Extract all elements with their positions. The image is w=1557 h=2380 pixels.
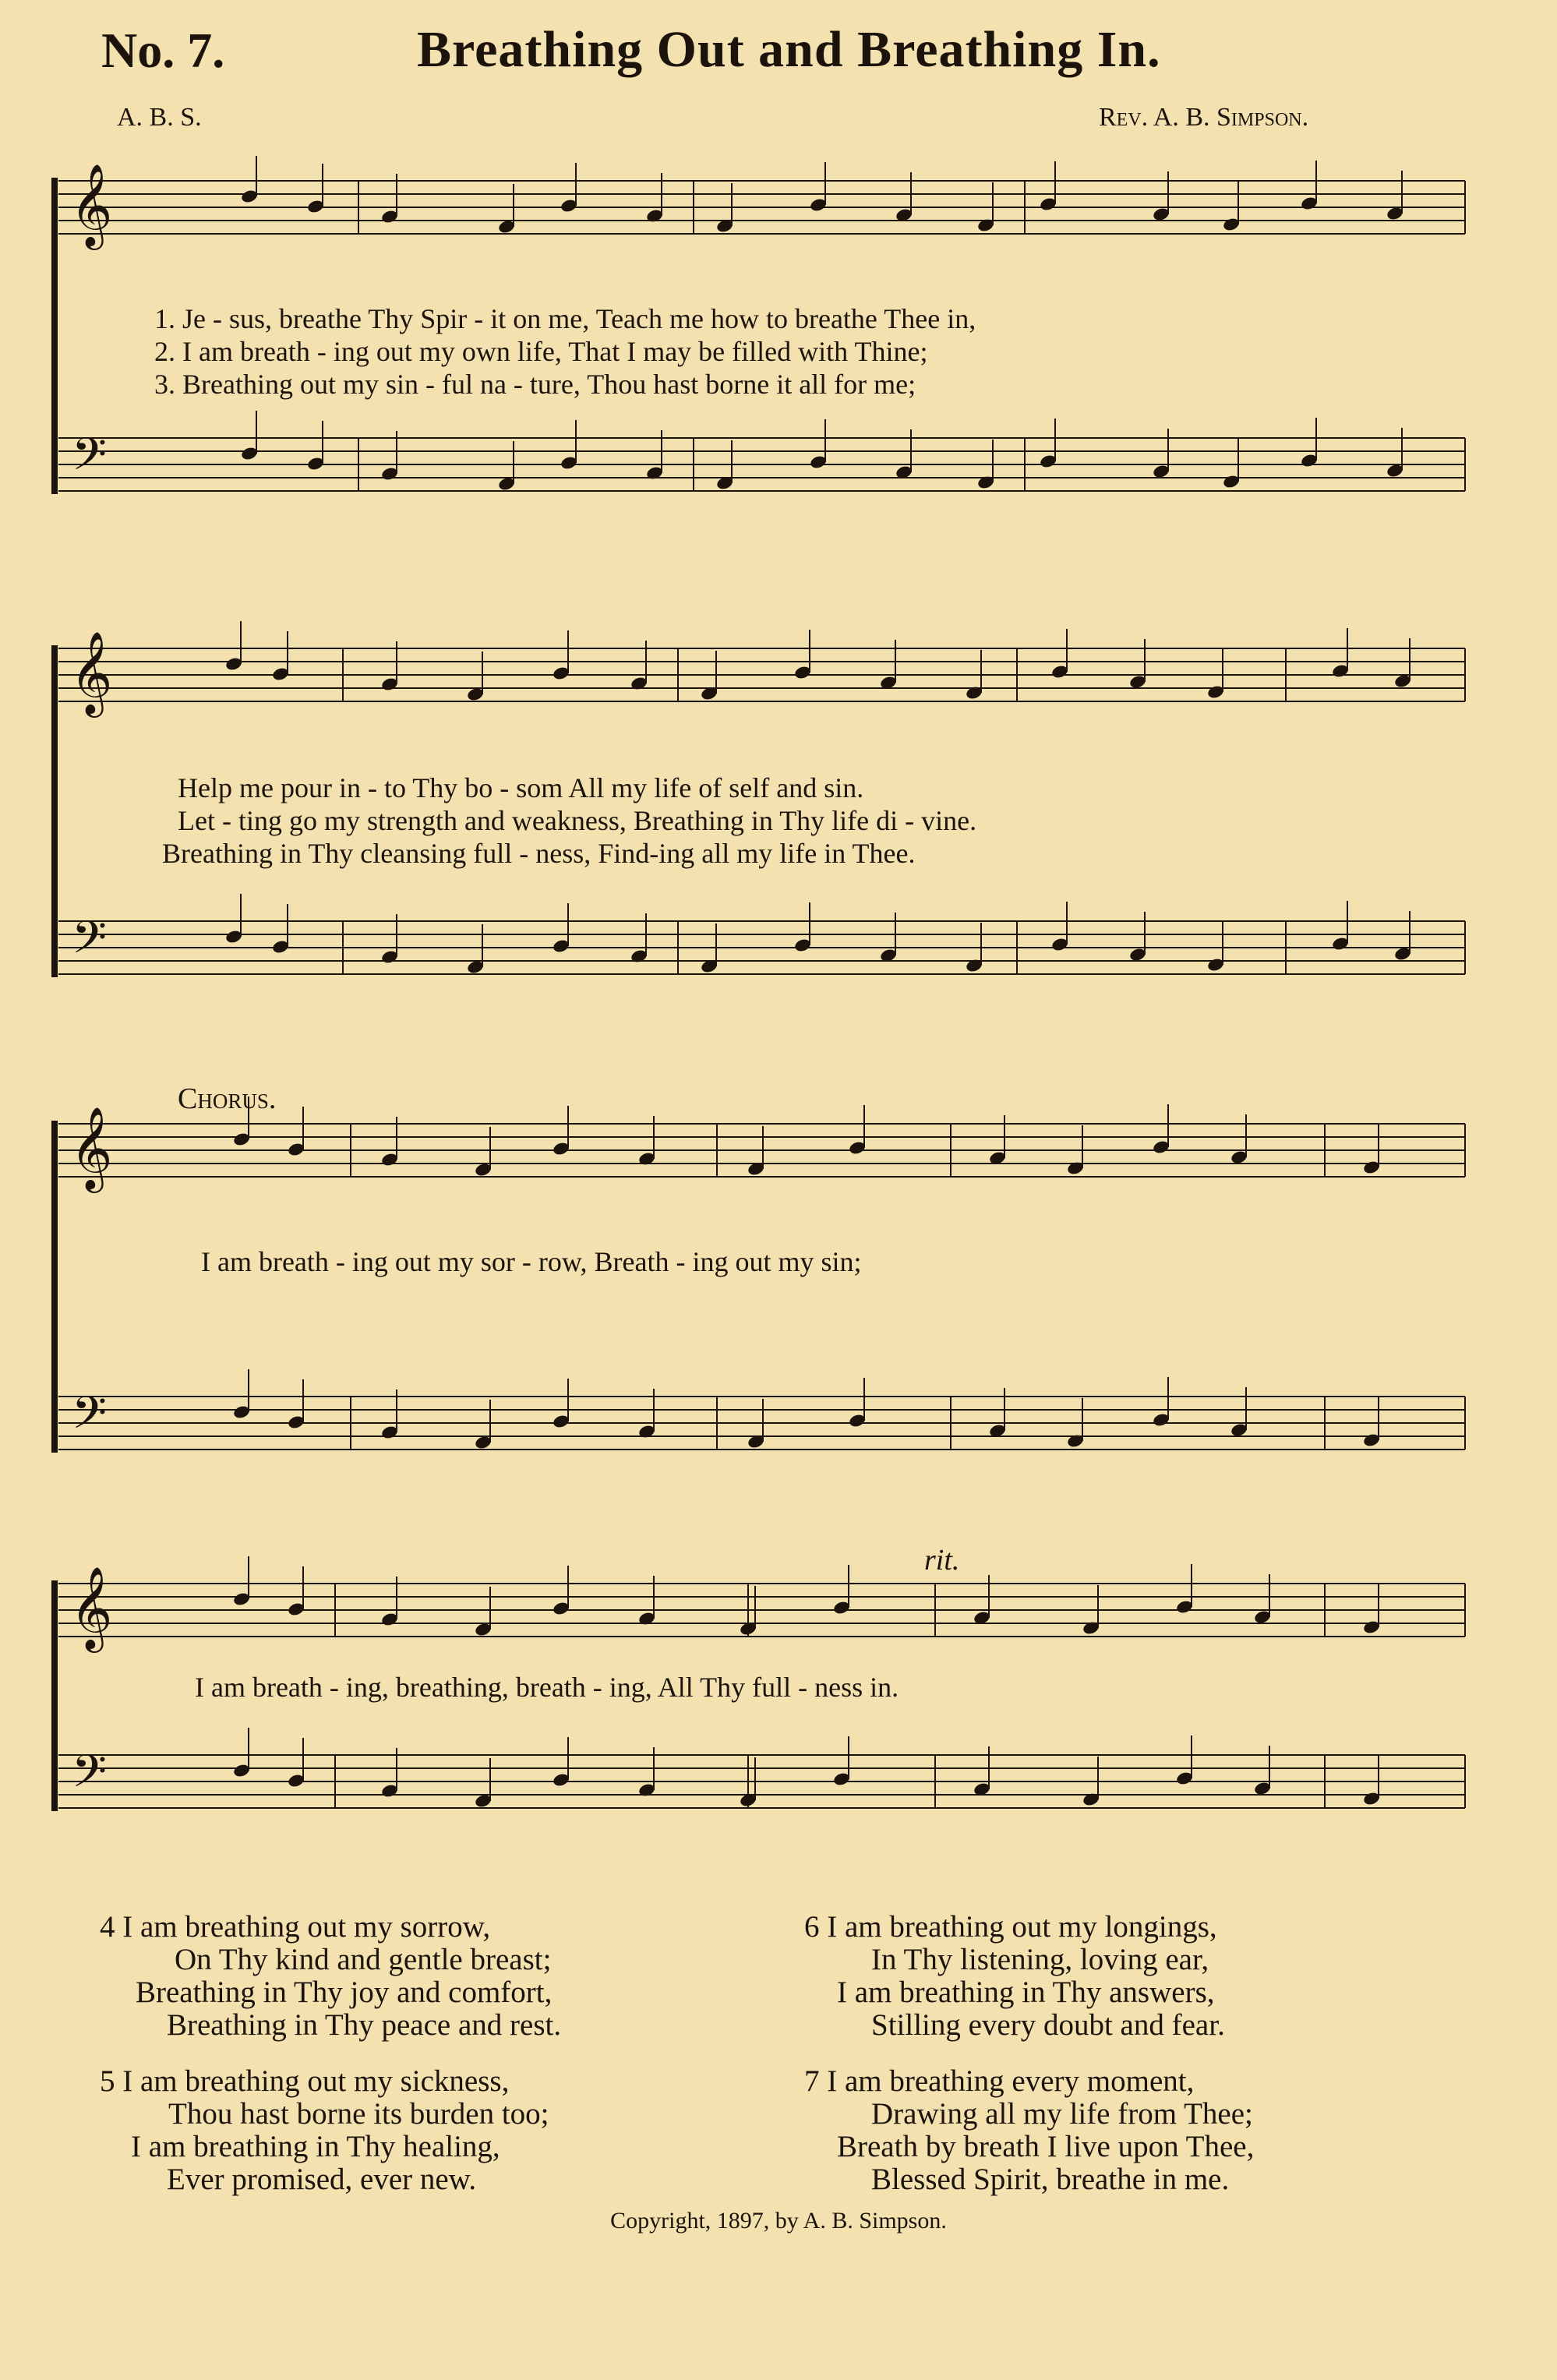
additional-verses-left <box>100 1911 561 2196</box>
bass-clef: 𝄢 <box>72 1745 108 1809</box>
ritardando-marking: rit. <box>924 1544 960 1577</box>
verse-6: 6 I am breathing out my longings, In Thy listening, loving ear, I am breathing in Thy answers, Stilling every doubt and fear. <box>804 1910 1225 2042</box>
music-system-3 <box>0 1091 1557 1481</box>
chorus-label: Chorus. <box>178 1082 277 1115</box>
hymn-title: Breathing Out and Breathing In. <box>417 21 1161 78</box>
bass-staff <box>58 1755 1465 1808</box>
verse-3-lyric-line: 3. Breathing out my sin - ful na - ture, Thou hast borne it all for me; <box>154 369 916 400</box>
chorus-lyric-line-1: I am breath - ing out my sor - row, Breath - ing out my sin; <box>201 1246 862 1277</box>
composer-credit: Rev. A. B. Simpson. <box>1099 103 1309 132</box>
treble-clef: 𝄞 <box>70 1566 113 1649</box>
treble-staff <box>58 1584 1465 1637</box>
bass-clef: 𝄢 <box>72 1386 108 1450</box>
copyright-notice: Copyright, 1897, by A. B. Simpson. <box>610 2208 947 2233</box>
bass-clef: 𝄢 <box>72 428 108 492</box>
treble-clef: 𝄞 <box>70 630 113 714</box>
chorus-lyric-line-2: I am breath - ing, breathing, breath - ing, All Thy full - ness in. <box>195 1672 899 1703</box>
verse-4: 4 I am breathing out my sorrow, On Thy kind and gentle breast; Breathing in Thy joy and comfort, Breathing in Thy peace and rest. <box>100 1910 562 2042</box>
verse-3-lyric-line: Breathing in Thy cleansing full - ness, Find-ing all my life in Thee. <box>162 838 916 869</box>
bass-clef: 𝄢 <box>72 911 108 975</box>
verse-1-lyric-line: Help me pour in - to Thy bo - som All my life of self and sin. <box>178 772 864 803</box>
lyricist-credit: A. B. S. <box>117 103 202 132</box>
verse-7: 7 I am breathing every moment, Drawing all my life from Thee; Breath by breath I live upon Thee, Blessed Spirit, breathe in me. <box>804 2064 1255 2196</box>
verse-5: 5 I am breathing out my sickness, Thou hast borne its burden too; I am breathing in Thy healing, Ever promised, ever new. <box>100 2064 549 2196</box>
hymn-number: No. 7. <box>101 23 225 78</box>
additional-verses-right <box>804 1911 1254 2196</box>
treble-clef: 𝄞 <box>70 1106 113 1189</box>
verse-2-lyric-line: 2. I am breath - ing out my own life, That I may be filled with Thine; <box>154 336 928 367</box>
treble-notes <box>240 156 1404 235</box>
music-system-4 <box>0 1551 1557 1878</box>
bass-staff <box>58 438 1465 491</box>
bass-staff <box>58 921 1465 974</box>
treble-clef: 𝄞 <box>70 163 113 246</box>
treble-staff <box>58 181 1465 234</box>
verse-2-lyric-line: Let - ting go my strength and weakness, Breathing in Thy life di - vine. <box>178 805 977 836</box>
verse-1-lyric-line: 1. Je - sus, breathe Thy Spir - it on me, Teach me how to breathe Thee in, <box>154 303 976 334</box>
treble-staff <box>58 648 1465 701</box>
